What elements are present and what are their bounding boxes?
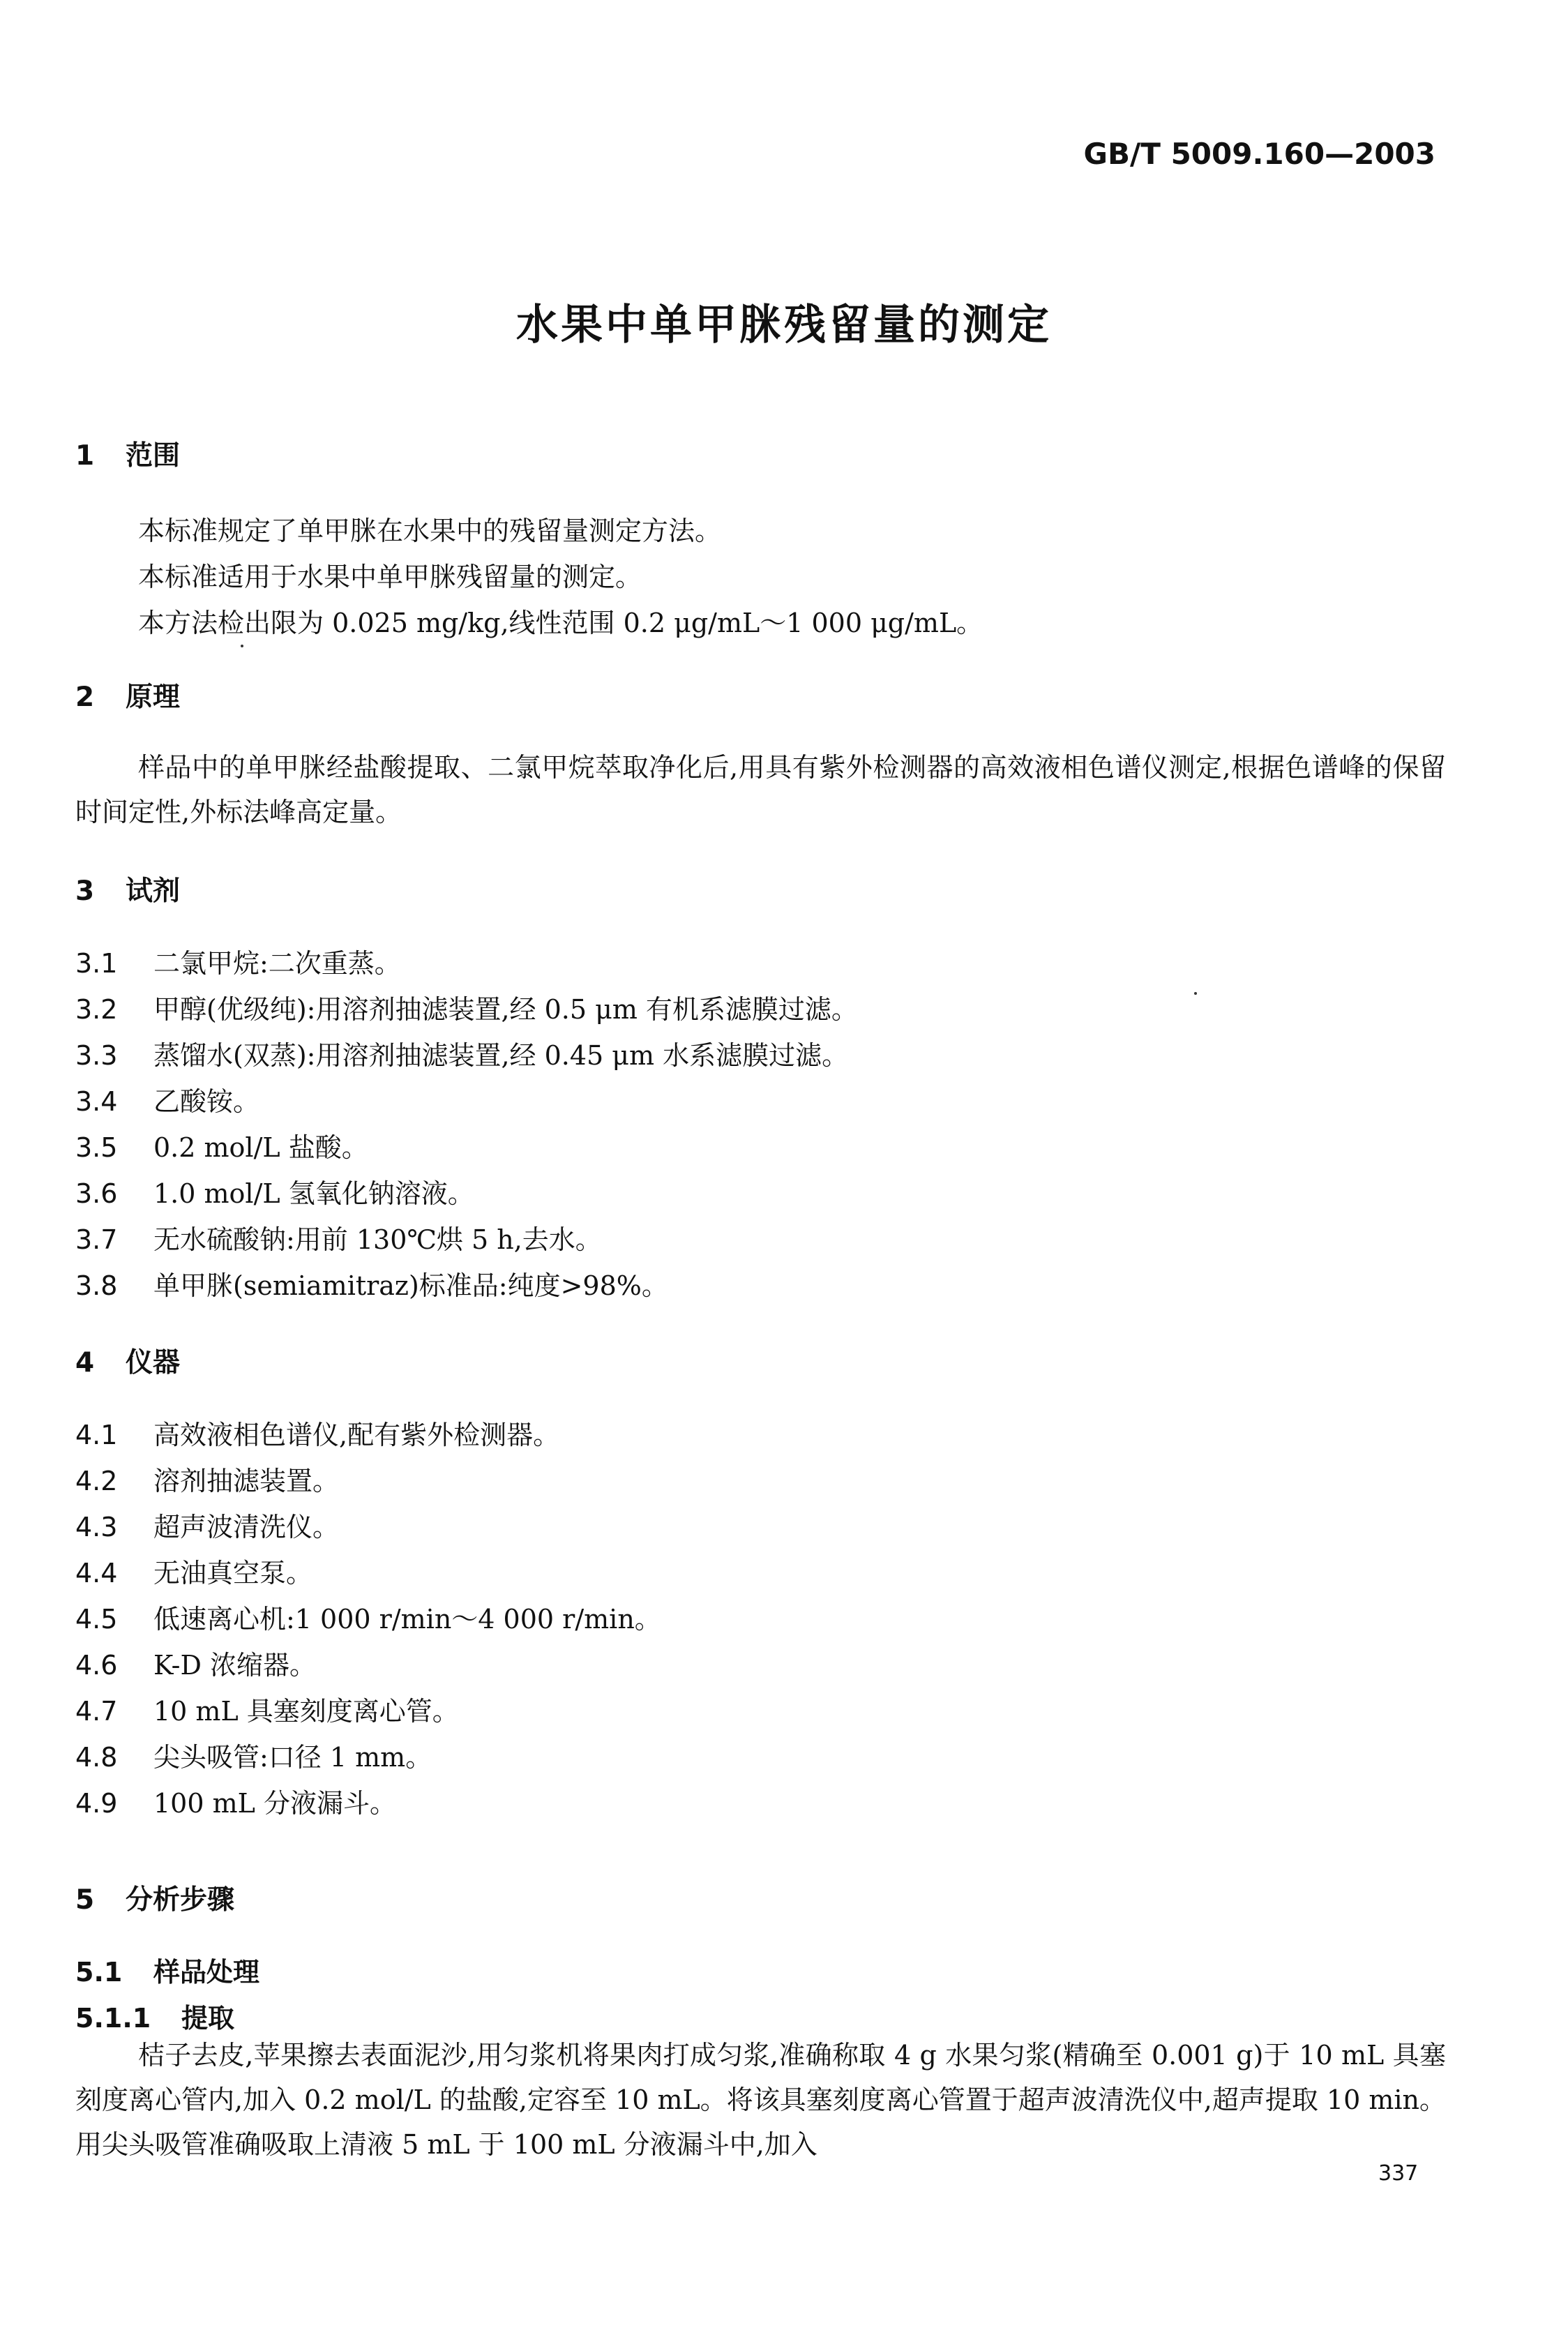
section-title: 范围 xyxy=(126,440,181,472)
standard-code: GB/T 5009.160—2003 xyxy=(1083,137,1435,171)
scan-speck xyxy=(241,645,243,647)
scan-speck xyxy=(1194,992,1197,995)
instrument-item xyxy=(75,1598,661,1636)
instrument-item xyxy=(75,1552,312,1590)
reagent-item xyxy=(75,988,858,1026)
section-number: 3 xyxy=(75,876,95,907)
item-text: 溶剂抽滤装置。 xyxy=(153,1466,340,1496)
item-text: 无油真空泵。 xyxy=(153,1558,313,1588)
item-text: 无水硫酸钠:用前 130℃烘 5 h,去水。 xyxy=(153,1224,602,1255)
reagent-item xyxy=(75,1264,668,1302)
item-text: K-D 浓缩器。 xyxy=(153,1650,317,1681)
section-number: 5 xyxy=(75,1884,95,1916)
item-text: 高效液相色谱仪,配有紫外检测器。 xyxy=(153,1420,560,1450)
item-text: 尖头吸管:口径 1 mm。 xyxy=(153,1742,432,1773)
section-title: 仪器 xyxy=(126,1347,181,1378)
item-number: 4.6 xyxy=(75,1650,118,1681)
item-text: 低速离心机:1 000 r/min～4 000 r/min。 xyxy=(153,1604,661,1635)
reagent-item xyxy=(75,1218,602,1256)
principle-paragraph: 样品中的单甲脒经盐酸提取、二氯甲烷萃取净化后,用具有紫外检测器的高效液相色谱仪测定,根据色谱峰的保留时间定性,外标法峰高定量。 xyxy=(75,752,1446,827)
subsection-title: 样品处理 xyxy=(153,1957,260,1988)
reagent-item xyxy=(75,1172,474,1210)
item-number: 4.7 xyxy=(75,1696,118,1727)
item-number: 3.7 xyxy=(75,1224,118,1255)
instrument-item xyxy=(75,1782,396,1820)
item-text: 10 mL 具塞刻度离心管。 xyxy=(153,1696,459,1727)
item-number: 3.3 xyxy=(75,1040,118,1071)
page-number: 337 xyxy=(1378,2161,1419,2186)
instrument-item xyxy=(75,1644,316,1682)
subsection-number: 5.1.1 xyxy=(75,2003,151,2034)
item-text: 甲醇(优级纯):用溶剂抽滤装置,经 0.5 μm 有机系滤膜过滤。 xyxy=(153,994,858,1025)
item-text: 超声波清洗仪。 xyxy=(153,1512,340,1542)
reagent-item xyxy=(75,942,401,980)
item-number: 3.8 xyxy=(75,1270,118,1301)
instrument-item xyxy=(75,1505,339,1544)
subsection-number: 5.1 xyxy=(75,1957,123,1988)
document-title: 水果中单甲脒残留量的测定 xyxy=(516,301,1052,350)
item-number: 3.5 xyxy=(75,1132,118,1163)
instrument-item xyxy=(75,1459,339,1498)
item-number: 4.3 xyxy=(75,1512,118,1542)
item-number: 4.4 xyxy=(75,1558,118,1588)
scope-line-1: 本标准规定了单甲脒在水果中的残留量测定方法。 xyxy=(138,516,722,546)
section-number: 1 xyxy=(75,440,95,472)
subsection-5-1-heading xyxy=(75,1951,259,1989)
instrument-item xyxy=(75,1736,432,1774)
section-4-heading xyxy=(75,1341,180,1380)
extraction-paragraph: 桔子去皮,苹果擦去表面泥沙,用匀浆机将果肉打成匀浆,准确称取 4 g 水果匀浆(精确至 0.001 g)于 10 mL 具塞刻度离心管内,加入 0.2 mol/L 的盐酸,定容至 10 mL。将该具塞刻度离心管置于超声波清洗仪中,超声提取 10 min。用尖头吸管准确吸取上清液 5 mL 于 100 mL 分液漏斗中,加入 xyxy=(75,2040,1446,2160)
reagent-item xyxy=(75,1126,368,1164)
subsection-title: 提取 xyxy=(181,2003,235,2034)
item-number: 4.9 xyxy=(75,1788,118,1819)
item-number: 4.1 xyxy=(75,1420,118,1450)
item-number: 3.4 xyxy=(75,1086,118,1117)
section-3-heading xyxy=(75,869,180,908)
item-text: 0.2 mol/L 盐酸。 xyxy=(153,1132,368,1163)
section-title: 原理 xyxy=(126,682,181,713)
section-1-heading xyxy=(75,434,180,473)
reagent-item xyxy=(75,1080,259,1118)
item-text: 单甲脒(semiamitraz)标准品:纯度>98%。 xyxy=(153,1270,668,1301)
section-title: 分析步骤 xyxy=(126,1884,235,1916)
item-number: 4.8 xyxy=(75,1742,118,1773)
instrument-item xyxy=(75,1690,459,1728)
subsection-5-1-1-heading xyxy=(75,1997,234,2035)
section-number: 2 xyxy=(75,682,95,713)
item-text: 1.0 mol/L 氢氧化钠溶液。 xyxy=(153,1178,474,1209)
item-text: 蒸馏水(双蒸):用溶剂抽滤装置,经 0.45 μm 水系滤膜过滤。 xyxy=(153,1040,849,1071)
item-number: 4.5 xyxy=(75,1604,118,1635)
item-text: 乙酸铵。 xyxy=(153,1086,260,1117)
section-number: 4 xyxy=(75,1347,95,1378)
section-5-heading xyxy=(75,1878,234,1917)
item-number: 3.6 xyxy=(75,1178,118,1209)
item-number: 3.2 xyxy=(75,994,118,1025)
section-title: 试剂 xyxy=(126,876,181,907)
scope-line-3: 本方法检出限为 0.025 mg/kg,线性范围 0.2 μg/mL～1 000 μg/mL。 xyxy=(138,608,983,638)
scope-line-2: 本标准适用于水果中单甲脒残留量的测定。 xyxy=(138,562,642,592)
instrument-item xyxy=(75,1413,559,1452)
item-text: 100 mL 分液漏斗。 xyxy=(153,1788,396,1819)
reagent-item xyxy=(75,1034,848,1072)
section-2-heading xyxy=(75,675,180,714)
item-number: 3.1 xyxy=(75,948,118,979)
item-text: 二氯甲烷:二次重蒸。 xyxy=(153,948,401,979)
item-number: 4.2 xyxy=(75,1466,118,1496)
